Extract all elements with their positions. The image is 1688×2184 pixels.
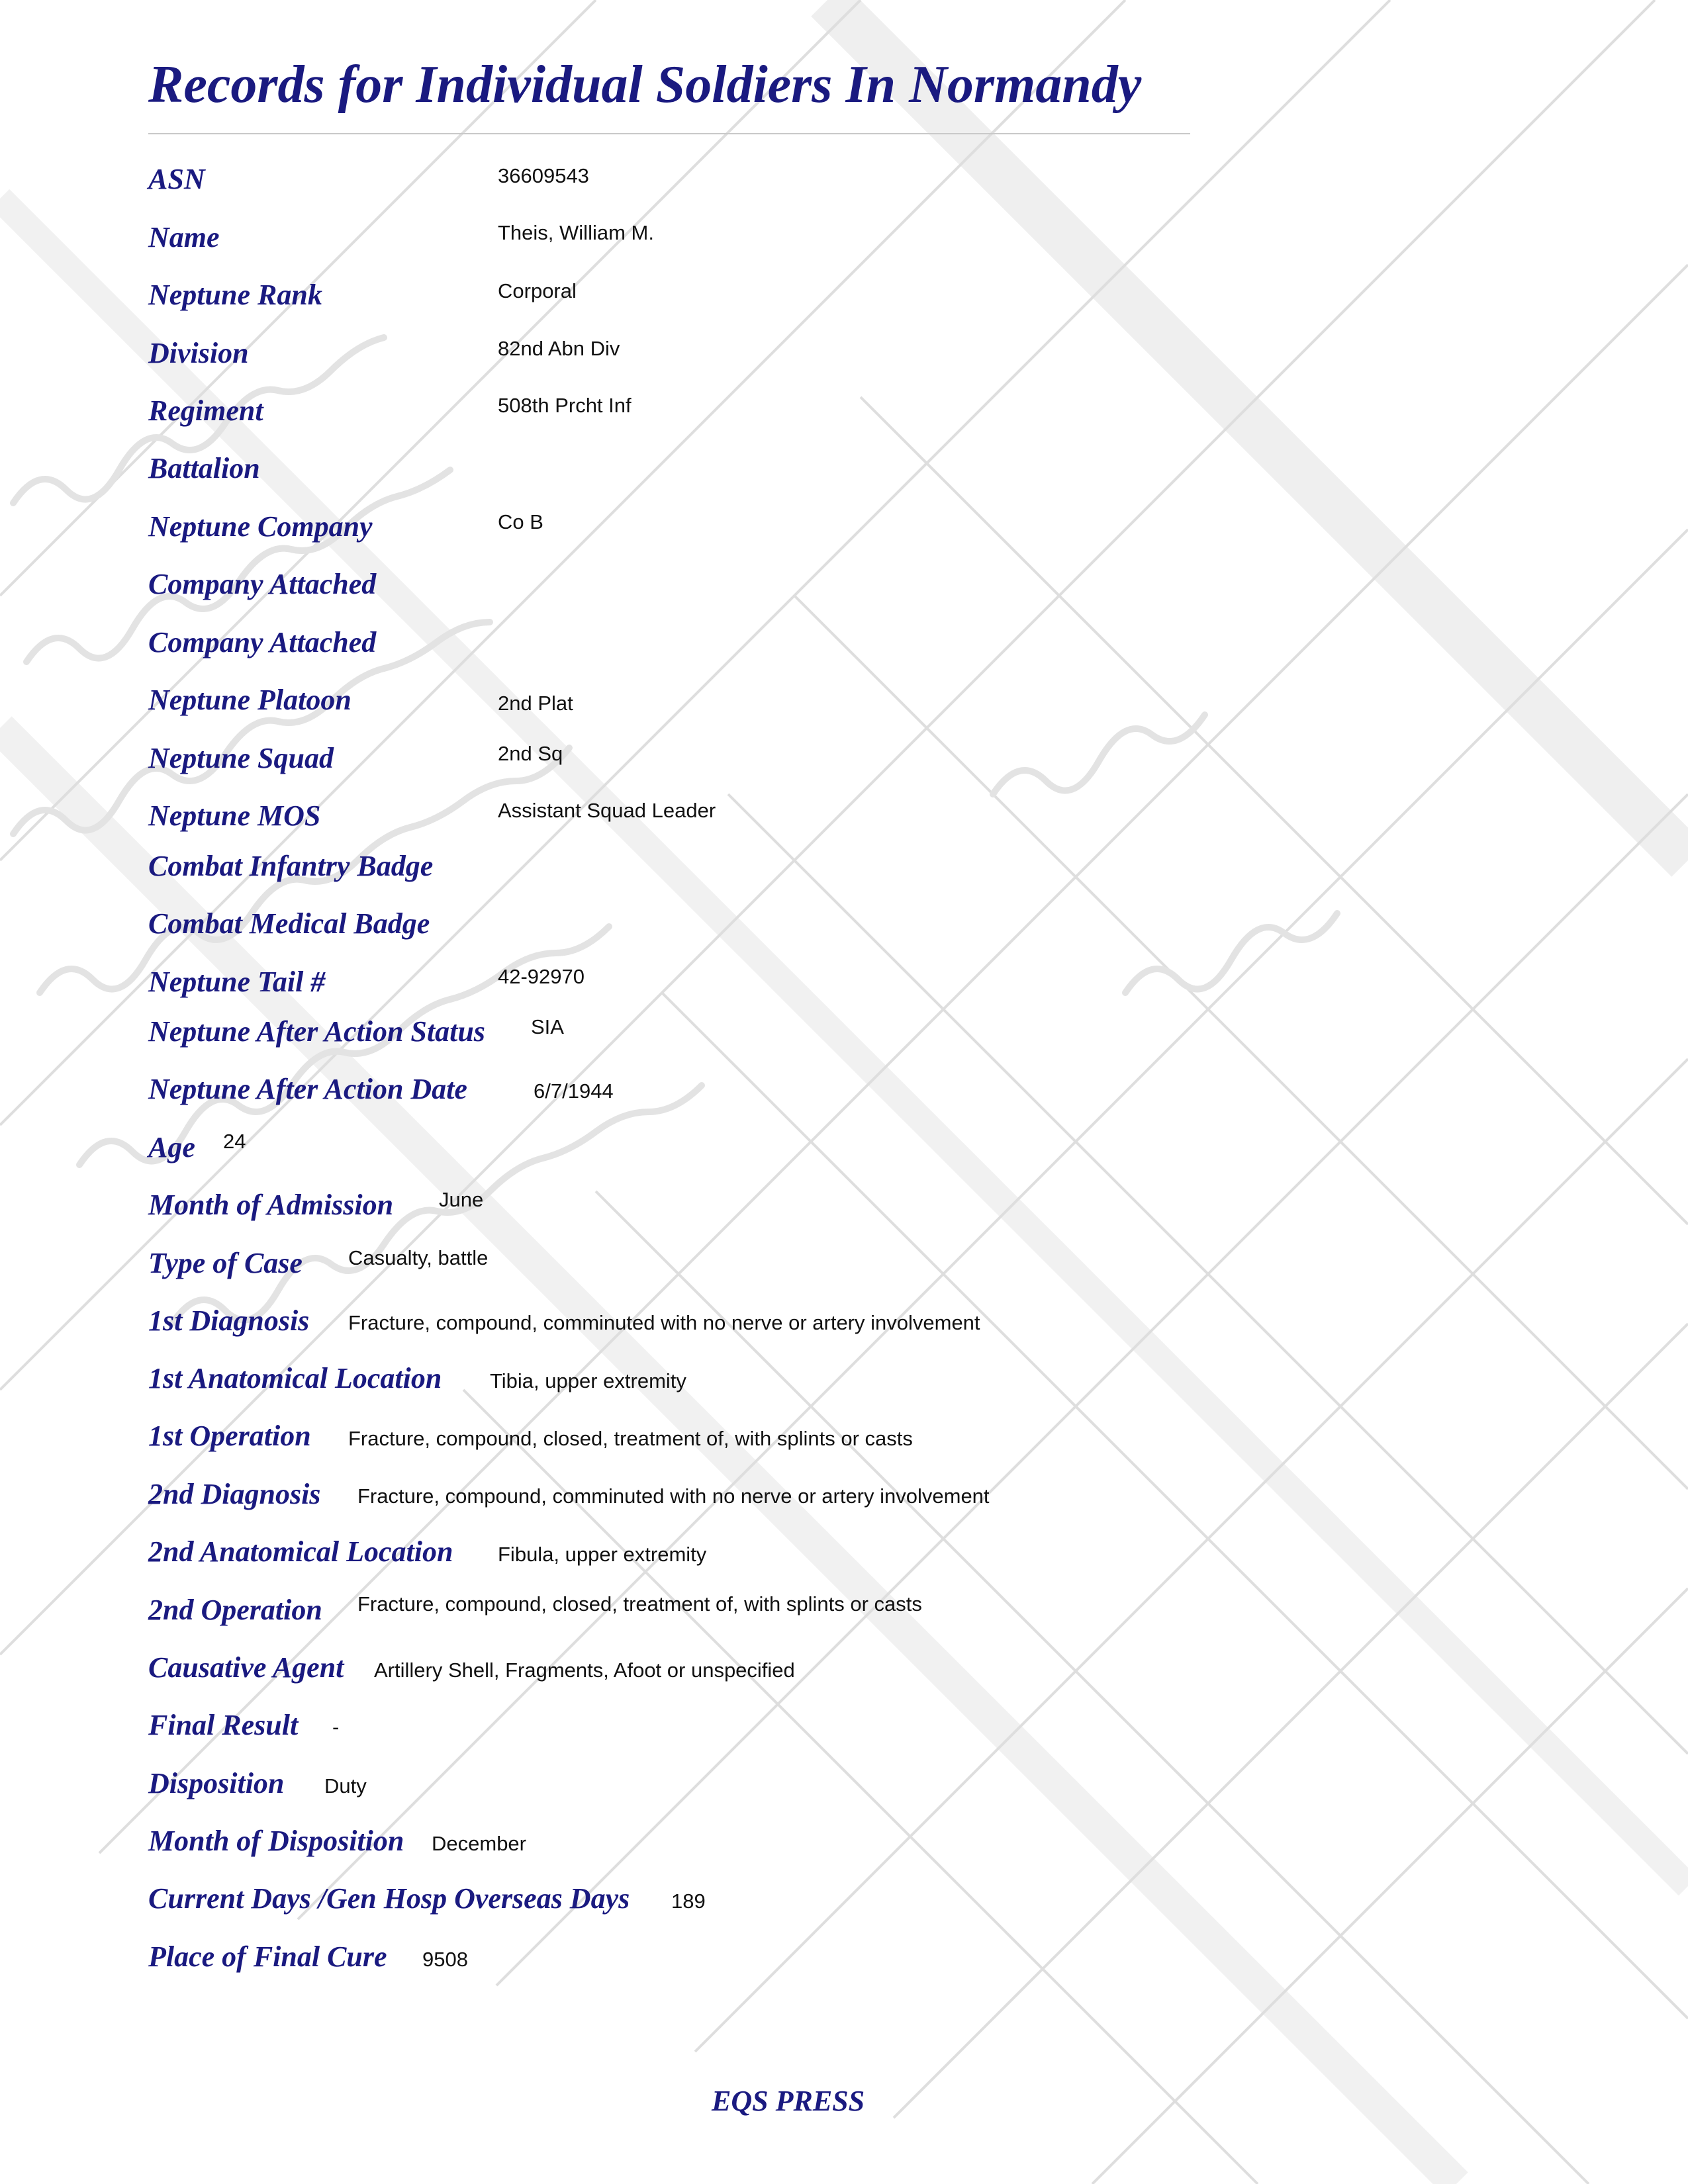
field-label-combat-infantry-badge: Combat Infantry Badge	[148, 850, 434, 882]
field-label-current-days: Current Days /Gen Hosp Overseas Days	[148, 1882, 630, 1915]
field-label-place-of-final-cure: Place of Final Cure	[148, 1940, 387, 1973]
field-value-current-days: 189	[671, 1889, 706, 1913]
publisher-footer: EQS PRESS	[712, 2085, 865, 2117]
field-value-disposition: Duty	[324, 1774, 367, 1797]
field-value-1st-anatomical-location: Tibia, upper extremity	[490, 1369, 686, 1392]
field-value-division: 82nd Abn Div	[498, 337, 620, 360]
field-value-neptune-mos: Assistant Squad Leader	[498, 799, 716, 822]
field-value-neptune-platoon: 2nd Plat	[498, 692, 573, 715]
field-value-asn: 36609543	[498, 164, 589, 187]
field-label-battalion: Battalion	[148, 452, 260, 484]
field-value-neptune-squad: 2nd Sq	[498, 742, 563, 765]
field-label-2nd-operation: 2nd Operation	[148, 1594, 322, 1626]
field-value-2nd-anatomical-location: Fibula, upper extremity	[498, 1543, 707, 1566]
field-label-neptune-mos: Neptune MOS	[148, 799, 321, 832]
field-label-age: Age	[148, 1131, 195, 1163]
field-label-neptune-rank: Neptune Rank	[148, 279, 322, 311]
field-label-causative-agent: Causative Agent	[148, 1651, 344, 1684]
field-label-division: Division	[148, 337, 249, 369]
field-label-combat-medical-badge: Combat Medical Badge	[148, 907, 430, 940]
field-value-final-result: -	[332, 1715, 340, 1739]
field-label-final-result: Final Result	[148, 1709, 299, 1741]
field-value-name: Theis, William M.	[498, 221, 654, 244]
field-value-after-action-date: 6/7/1944	[534, 1079, 614, 1103]
field-label-1st-diagnosis: 1st Diagnosis	[148, 1304, 310, 1337]
field-value-neptune-company: Co B	[498, 510, 543, 533]
field-label-type-of-case: Type of Case	[148, 1247, 303, 1279]
field-label-neptune-platoon: Neptune Platoon	[148, 684, 352, 716]
field-label-neptune-tail-number: Neptune Tail #	[148, 966, 326, 998]
field-label-1st-anatomical-location: 1st Anatomical Location	[148, 1362, 442, 1394]
page-title: Records for Individual Soldiers In Normandy	[148, 56, 1142, 114]
title-divider	[148, 133, 1190, 134]
field-value-month-of-disposition: December	[432, 1832, 526, 1855]
field-value-type-of-case: Casualty, battle	[348, 1246, 489, 1269]
field-value-2nd-diagnosis: Fracture, compound, comminuted with no nerve or artery involvement	[357, 1484, 990, 1508]
field-label-neptune-company: Neptune Company	[148, 510, 373, 543]
field-value-place-of-final-cure: 9508	[422, 1948, 468, 1971]
field-value-1st-diagnosis: Fracture, compound, comminuted with no nerve or artery involvement	[348, 1311, 980, 1334]
field-label-neptune-squad: Neptune Squad	[148, 742, 334, 774]
field-label-company-attached-2: Company Attached	[148, 626, 377, 659]
field-label-month-of-admission: Month of Admission	[148, 1189, 394, 1221]
field-value-after-action-status: SIA	[531, 1015, 564, 1038]
field-value-neptune-tail-number: 42-92970	[498, 965, 585, 988]
field-value-1st-operation: Fracture, compound, closed, treatment of, with splints or casts	[348, 1427, 913, 1450]
field-label-name: Name	[148, 221, 220, 253]
field-value-regiment: 508th Prcht Inf	[498, 394, 632, 417]
field-label-after-action-status: Neptune After Action Status	[148, 1015, 485, 1048]
field-label-2nd-diagnosis: 2nd Diagnosis	[148, 1478, 321, 1510]
field-label-regiment: Regiment	[148, 394, 263, 427]
field-label-company-attached-1: Company Attached	[148, 568, 377, 600]
field-value-causative-agent: Artillery Shell, Fragments, Afoot or unspecified	[374, 1659, 795, 1682]
field-label-asn: ASN	[148, 163, 205, 195]
field-label-after-action-date: Neptune After Action Date	[148, 1073, 467, 1105]
field-value-2nd-operation: Fracture, compound, closed, treatment of, with splints or casts	[357, 1592, 922, 1615]
field-label-2nd-anatomical-location: 2nd Anatomical Location	[148, 1535, 453, 1568]
field-label-1st-operation: 1st Operation	[148, 1420, 311, 1452]
field-value-age: 24	[223, 1130, 246, 1153]
field-value-month-of-admission: June	[439, 1188, 484, 1211]
field-label-month-of-disposition: Month of Disposition	[148, 1825, 404, 1857]
field-value-neptune-rank: Corporal	[498, 279, 577, 302]
field-label-disposition: Disposition	[148, 1767, 285, 1799]
